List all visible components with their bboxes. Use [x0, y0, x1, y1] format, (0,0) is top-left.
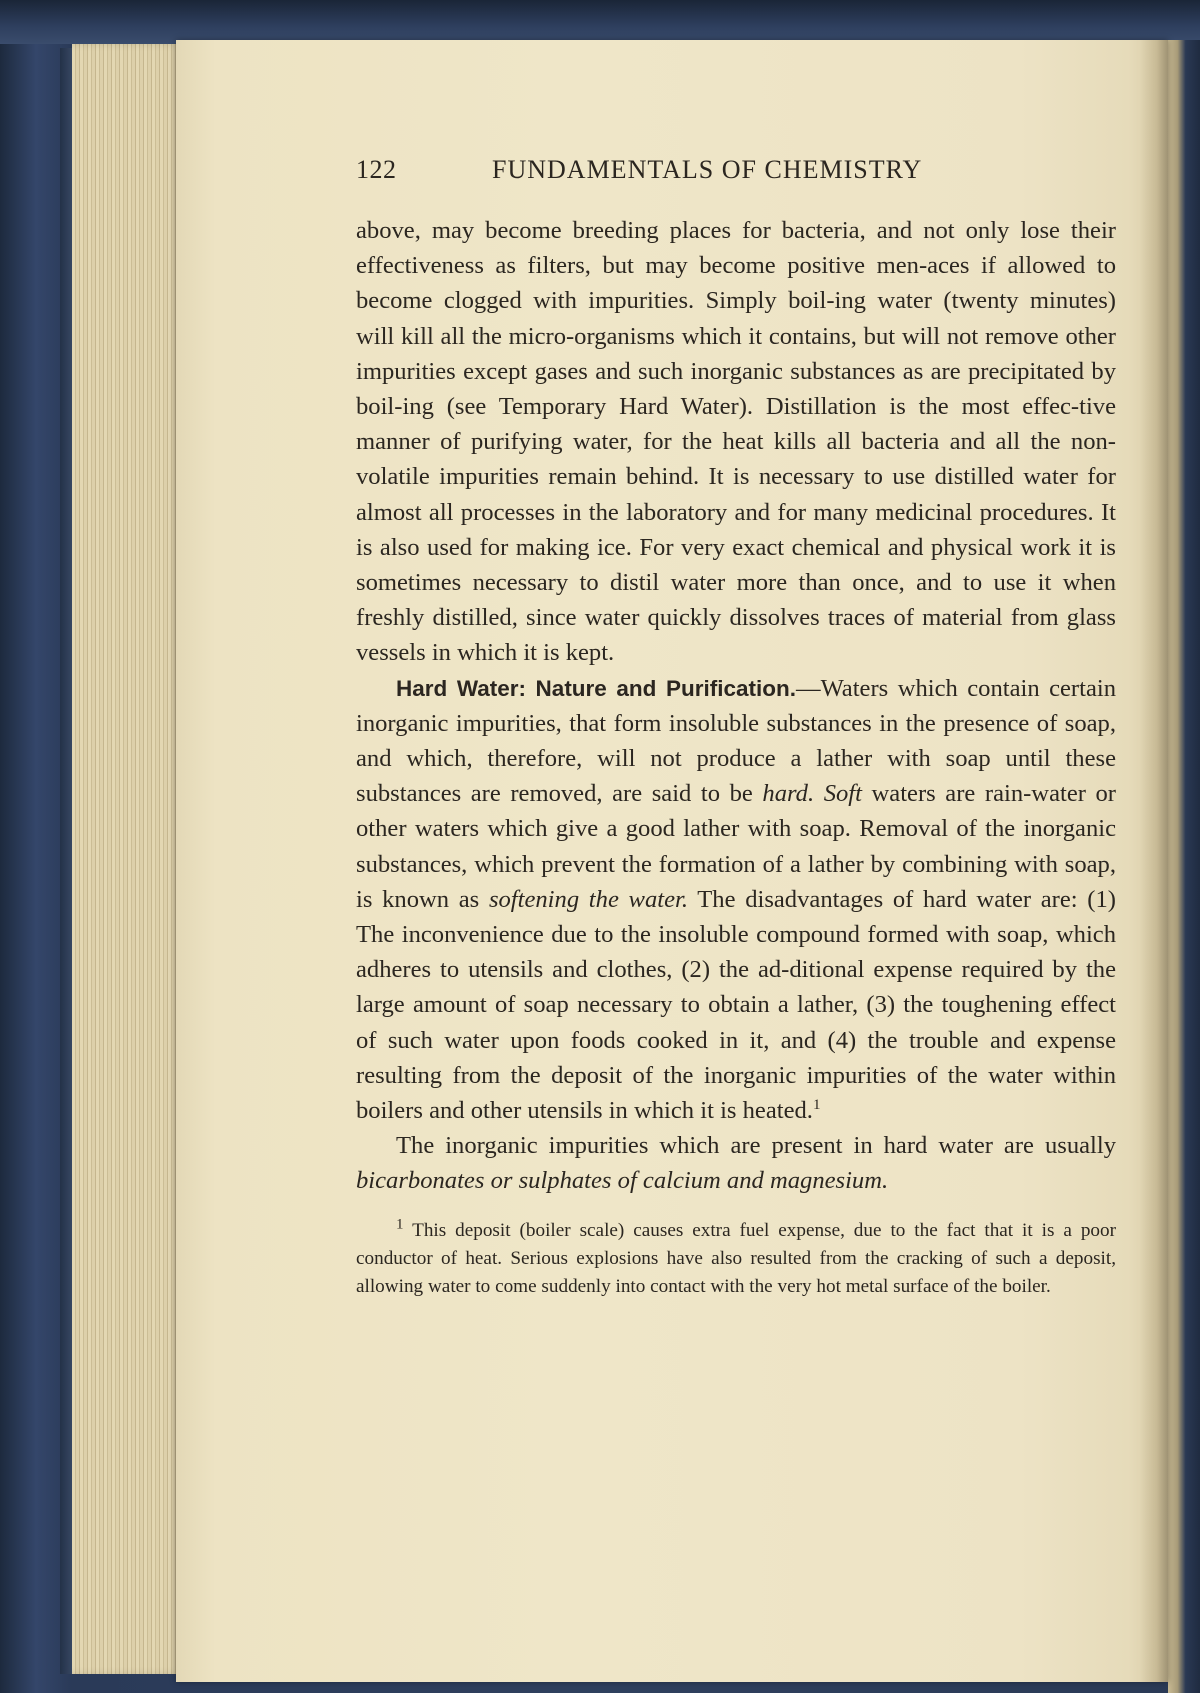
italic-term: bicarbonates or sulphates of calcium and magnesium.	[356, 1167, 889, 1195]
footnote-reference: 1	[812, 1096, 821, 1113]
paragraph-text: The disadvantages of hard water are: (1) The inconvenience due to the insoluble compound formed with soap, which adheres to utensils and clothes, (2) the ad-ditional expense required by the large amount of soap necessary to obtain a lather, (3) the toughening effect of such water upon foods cooked in it, and (4) the trouble and expense resulting from the deposit of the inorganic impurities of the water within boilers and other utensils in which it is heated.	[356, 885, 1116, 1125]
page-content	[356, 155, 1116, 1301]
page-gutter-shadow	[1140, 40, 1168, 1682]
body-text	[356, 213, 1116, 1199]
footnote-marker: 1	[396, 1216, 404, 1233]
paragraph-hard-water	[356, 671, 1116, 1129]
page-stack-edges	[72, 44, 182, 1674]
running-head	[356, 155, 1116, 201]
right-cover-edge	[1168, 40, 1200, 1693]
footnote-paragraph	[356, 1217, 1116, 1301]
paragraph-continued: above, may become breeding places for bacteria, and not only lose their effectiveness as filters, but may become positive men-aces if allowed to become clogged with impurities. Simply boil-ing water (twenty minutes) will kill all the micro-organisms which it contains, but will not remove other impurities except gases and such inorganic substances as are precipitated by boil-ing (see Temporary Hard Water). Distillation is the most effec-tive manner of purifying water, for the heat kills all bacteria and all the non-volatile impurities remain behind. It is necessary to use distilled water for almost all processes in the laboratory and for many medicinal procedures. It is also used for making ice. For very exact chemical and physical work it is sometimes necessary to distil water more than once, and to use it when freshly distilled, since water quickly dissolves traces of material from glass vessels in which it is kept.	[356, 217, 1116, 667]
footnote-text: This deposit (boiler scale) causes extra fuel expense, due to the fact that it is a poor conductor of heat. Serious explosions have also resulted from the cracking of such a deposit, allowing water to come suddenly into contact with the very hot metal surface of the boiler.	[356, 1219, 1117, 1297]
italic-term: softening the water.	[488, 885, 688, 913]
italic-term: hard.	[762, 780, 815, 808]
section-heading: Hard Water: Nature and Purification.	[396, 675, 796, 701]
paragraph-text: waters are rain-water or other waters which give a good lather with soap. Removal of the inorganic substances, which prevent the formation of a lather by combining with soap, is known as	[356, 780, 1116, 913]
footnote	[356, 1217, 1116, 1301]
italic-term: Soft	[823, 780, 862, 808]
running-title: FUNDAMENTALS OF CHEMISTRY	[492, 155, 923, 184]
paragraph-text: The inorganic impurities which are present in hard water are usually	[396, 1132, 1116, 1160]
page-number: 122	[356, 155, 397, 184]
paragraph-impurities	[356, 1128, 1116, 1198]
paragraph-text: —Waters which contain certain inorganic impurities, that form insoluble substances in the presence of soap, and which, therefore, will not produce a lather with soap until these substances are removed, are said to be	[356, 674, 1116, 808]
paragraph-text	[814, 780, 824, 807]
book-cover-top	[0, 0, 1200, 44]
